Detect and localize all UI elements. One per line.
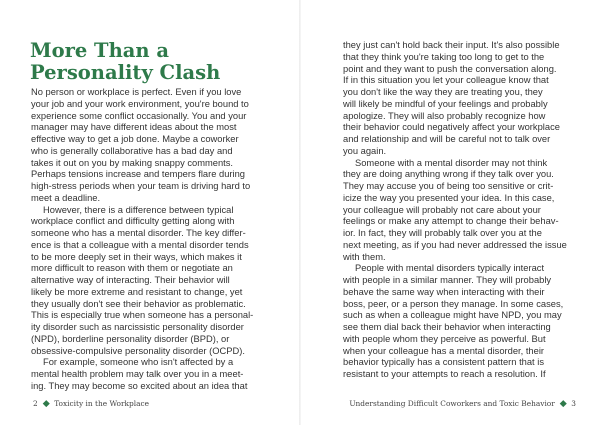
- paragraph: However, there is a difference between typical workplace conflict and difficulty getting along with someone who has a mental disorder. The key differ- ence is that a colleague with a mental disorder tends to be more deeply set in their ways, which makes it more difficult to reason with them or negotiate an alternative way of interacting. Their behavior will likely be more extreme and resistant to change, yet they usually don't see their behavior as problematic. This is especially true when someone has a personal- ity disorder such as narcissistic personality disorder (NPD), borderline personality disorder (BPD), or obsessive-compulsive personality disorder (OCPD).: [31, 204, 254, 356]
- page-number: 3: [571, 399, 576, 408]
- running-head: Understanding Difficult Coworkers and Toxic Behavior: [349, 399, 555, 408]
- right-page: [300, 0, 600, 425]
- diamond-icon: [43, 400, 49, 406]
- diamond-icon: [560, 400, 566, 406]
- right-body-text: [343, 40, 600, 381]
- running-head: Toxicity in the Workplace: [54, 399, 150, 408]
- left-footer: [33, 399, 149, 408]
- paragraph: Someone with a mental disorder may not think they are doing anything wrong if they talk over you. They may accuse you of being too sensitive or crit- icize the way you presented your idea. In this case, your colleague will probably not care about your feelings or make any attempt to change their behav- ior. In fact, they will probably talk over you at the next meeting, as if you had never addressed the issue with them.: [343, 157, 567, 262]
- paragraph: For example, someone who isn't affected by a mental health problem may talk over you in a meet- ing. They may become so excited about an idea that: [31, 357, 248, 391]
- right-footer: [349, 399, 576, 408]
- paragraph: People with mental disorders typically interact with people in a similar manner. They will probably behave the same way when interacting with their boss, peer, or a person they manage. In some cases, such as when a colleague might have NPD, you may see them dial back their behavior when interacting with people whom they perceive as powerful. But when your colleague has a mental disorder, their behavior typically has a consistent pattern that is resistant to your attempts to reach a resolution. If: [343, 263, 564, 379]
- left-body-text: [31, 87, 288, 393]
- page-number: 2: [33, 399, 38, 408]
- section-title: More Than a Personality Clash: [30, 39, 221, 84]
- paragraph: No person or workplace is perfect. Even if you love your job and your work environment, you're bound to experience some conflict occasionally. You and your manager may have different ideas about the most effective way to get a job done. Maybe a coworker who is generally collaborative has a bad day and takes it out on you by making snappy comments. Perhaps tensions increase and tempers flare during high-stress periods when your team is driving hard to meet a deadline.: [31, 87, 251, 203]
- paragraph: they just can't hold back their input. It's also possible that they think you're taking too long to get to the point and they want to push the conversation along. If in this situation you let your colleague know that you don't like the way they are treating you, they will likely be mindful of your feelings and probably apologize. They will also probably recognize how their behavior could negatively affect your workplace and relationship and will be careful not to talk over you again.: [343, 40, 560, 156]
